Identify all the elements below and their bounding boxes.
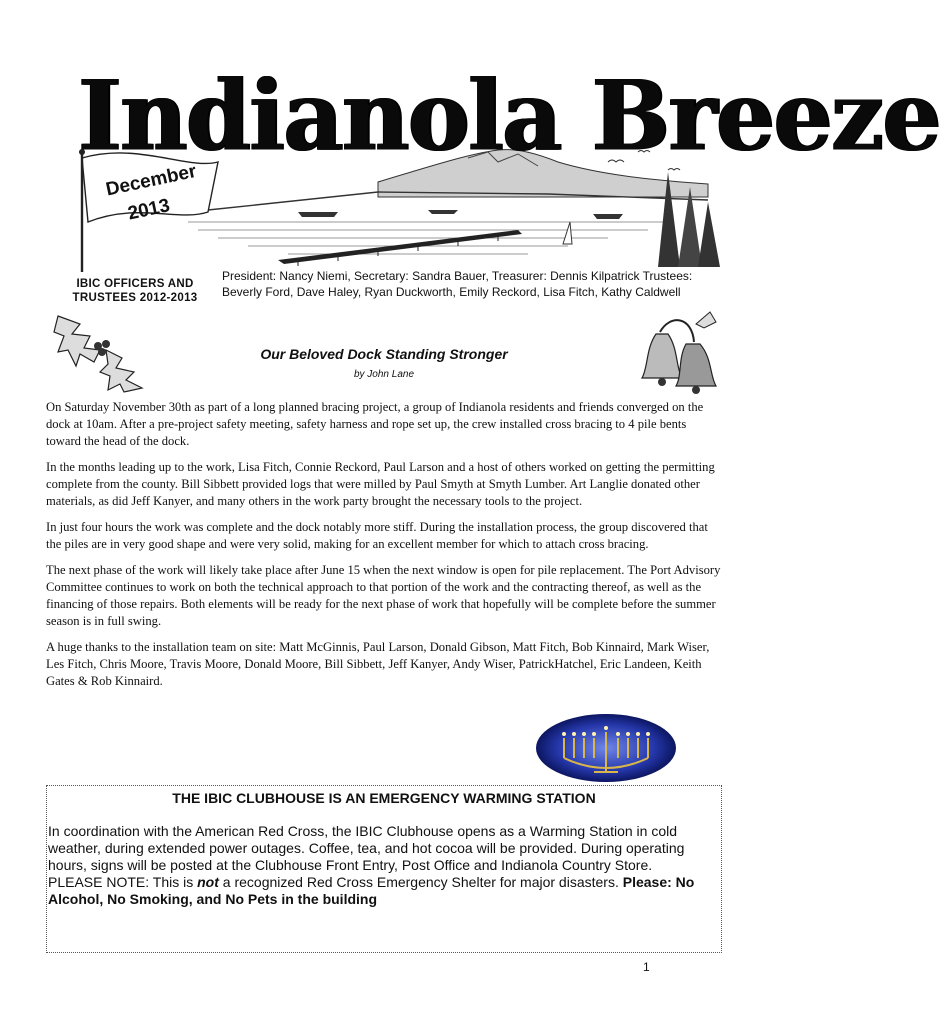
officers-list: President: Nancy Niemi, Secretary: Sandra Bauer, Treasurer: Dennis Kilpatrick Trustees: Beverly Ford, Dave Haley, Ryan Duckworth, Emily Reckord, Lisa Fitch, Kathy Caldwell	[222, 269, 693, 299]
banner-month: December	[104, 160, 199, 201]
warming-station-body	[48, 823, 722, 908]
note-emphasis: not	[197, 874, 219, 890]
article-paragraph: In just four hours the work was complete and the dock notably more stiff. During the installation process, the group discovered that the piles are in very good shape and were very solid, making for an excellent member for which to attach cross bracing.	[46, 520, 708, 551]
banner-year: 2013	[126, 195, 172, 225]
masthead-title: Indianola Breeze	[78, 59, 940, 173]
article-paragraph: In the months leading up to the work, Lisa Fitch, Connie Reckord, Paul Larson and a host of others worked on getting the permitting complete from the county. Bill Sibbett provided logs that were milled by Paul Smyth at Smyth Lumber. Art Langlie donated other materials, as did Jeff Kanyer, and many others in the work party brought the necessary tools to the project.	[46, 460, 715, 508]
page-number: 1	[643, 960, 650, 974]
menorah-icon	[534, 712, 678, 784]
officers-heading: IBIC OFFICERS AND TRUSTEES 2012-2013	[72, 278, 198, 304]
article-body	[46, 399, 724, 699]
note-middle: a recognized Red Cross Emergency Shelter for major disasters.	[218, 874, 623, 890]
article-paragraph: The next phase of the work will likely take place after June 15 when the next window is open for pile replacement. The Port Advisory Committee continues to work on both the technical approach to that portion of the work and the contracting thereof, as well as the financing of those repairs. Both elements will be ready for the next phase of work that hopefully will be complete before the summer season is in full swing.	[46, 563, 721, 628]
warming-station-title: THE IBIC CLUBHOUSE IS AN EMERGENCY WARMING STATION	[172, 790, 596, 806]
article-title: Our Beloved Dock Standing Stronger	[260, 346, 508, 362]
article-paragraph: On Saturday November 30th as part of a long planned bracing project, a group of Indianola residents and friends converged on the dock at 10am. After a pre-project safety meeting, safety harness and rope set up, the crew installed cross bracing to 4 pile bents toward the head of the dock.	[46, 400, 704, 448]
note-rules: Please: No Alcohol, No Smoking, and No Pets in the building	[48, 874, 695, 907]
article-paragraph: A huge thanks to the installation team on site: Matt McGinnis, Paul Larson, Donald Gibson, Matt Fitch, Bob Kinnaird, Mark Wiser, Les Fitch, Chris Moore, Travis Moore, Donald Moore, Bill Sibbett, Jeff Kanyer, Andy Wiser, PatrickHatchel, Eric Landeen, Keith Gates & Rob Kinnaird.	[46, 640, 710, 688]
warming-station-text: In coordination with the American Red Cross, the IBIC Clubhouse opens as a Warming Station in cold weather, during extended power outages. Coffee, tea, and hot cocoa will be provided. During operating hours, signs will be posted at the Clubhouse Front Entry, Post Office and Indianola Country Store.	[48, 823, 685, 873]
note-prefix: PLEASE NOTE: This is	[48, 874, 198, 890]
article-byline: by John Lane	[353, 369, 415, 380]
warming-station-note	[48, 874, 722, 908]
